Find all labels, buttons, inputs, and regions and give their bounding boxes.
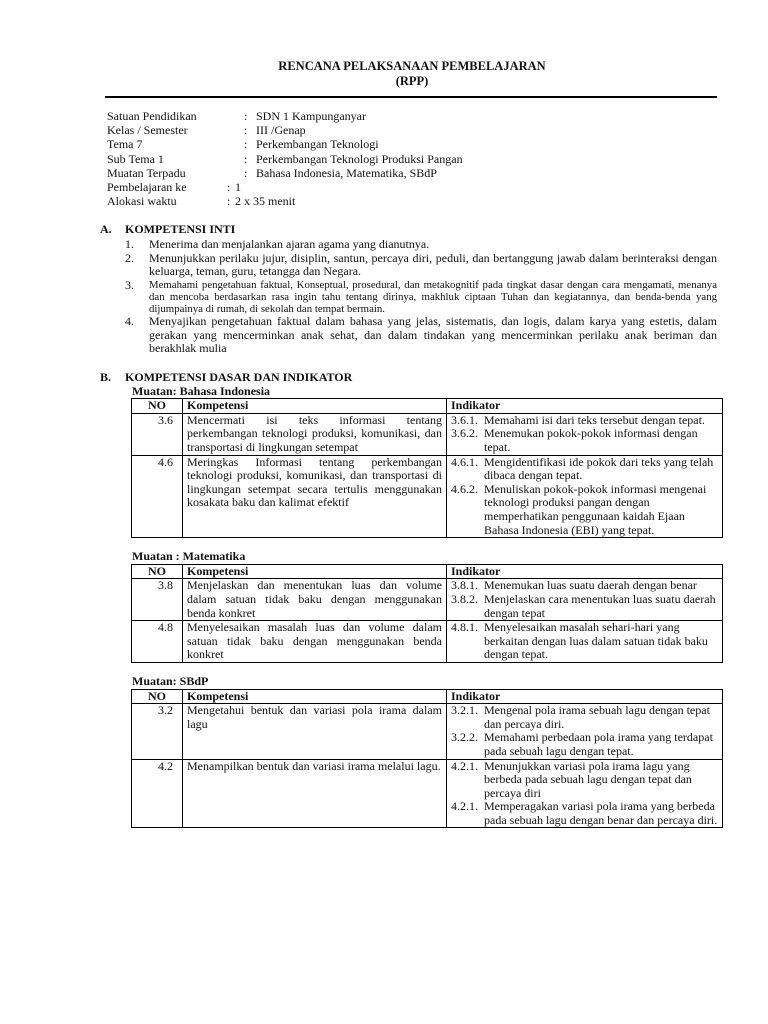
kd-table [131,564,723,663]
indikator-item [451,760,718,801]
info-label: Muatan Terpadu [107,165,186,180]
ki-number: 4. [125,314,134,329]
kd-indikator [447,704,723,759]
kd-table [131,689,723,829]
muatan-title: Muatan: Bahasa Indonesia [132,383,271,398]
indikator-code: 3.6.2. [451,426,478,441]
ki-item [107,315,717,356]
indikator-item [451,593,718,620]
header-kompetensi: Kompetensi [183,689,447,704]
info-colon: : [244,151,248,166]
info-value: III /Genap [256,123,306,138]
section-a-heading: A. KOMPETENSI INTI [100,222,236,237]
info-colon: : [244,165,248,180]
info-value: 1 [235,179,241,194]
kd-number: 4.6 [132,455,183,538]
ki-number: 3. [125,277,134,292]
info-row [107,138,717,152]
info-value: Bahasa Indonesia, Matematika, SBdP [256,165,437,180]
header-indikator: Indikator [447,399,723,414]
indikator-text: Menjelaskan cara menentukan luas suatu daerah dengan tepat [484,591,716,620]
info-value: SDN 1 Kampunganyar [256,109,366,123]
kd-indikator [447,455,723,538]
info-label: Alokasi waktu [107,194,177,209]
document-title [107,59,717,89]
indikator-text: Memahami perbedaan pola irama yang terdapat pada sebuah lagu dengan tepat. [484,730,713,758]
header-no: NO [132,689,183,704]
kompetensi-inti-list [107,238,717,356]
indikator-code: 3.2.2. [451,730,478,745]
info-label: Pembelajaran ke [107,179,187,194]
indikator-code: 3.8.1. [451,578,478,593]
ki-item [107,279,717,316]
kd-kompetensi: Menjelaskan dan menentukan luas dan volume dalam satuan tidak baku dengan menggunakan benda konkret [183,579,447,621]
kd-indikator [447,413,723,455]
info-row [107,124,717,138]
indikator-text: Mengidentifikasi ide pokok dari teks yang telah dibaca dengan tepat. [484,454,714,483]
indikator-code: 3.8.2. [451,591,478,606]
title-line-2: (RPP) [395,74,429,88]
indikator-item [451,704,718,731]
ki-text: Menyajikan pengetahuan faktual dalam bahasa yang jelas, sistematis, dan logis, dalam karya yang estetis, dalam gerakan yang mencerminkan anak sehat, dan dalam tindakan yang mencerminkan perilaku anak beriman dan berakhlak mulia [149,314,717,356]
indikator-text: Menemukan luas suatu daerah dengan benar [484,578,697,593]
indikator-code: 4.8.1. [451,620,478,635]
header-indikator: Indikator [447,564,723,579]
indikator-text: Menyelesaikan masalah sehari-hari yang berkaitan dengan luas dalam satuan tidak baku dengan tepat. [484,620,708,662]
info-colon: : [244,109,248,123]
info-row: Pembelajaran ke : 1 [107,181,717,195]
indikator-item [451,414,718,428]
indikator-text: Menemukan pokok-pokok informasi dengan tepat. [484,426,698,455]
info-label: Satuan Pendidikan [107,109,197,123]
indikator-text: Memahami isi dari teks tersebut dengan tepat. [484,412,705,427]
indikator-item [451,483,718,537]
kd-kompetensi: Menampilkan bentuk dan variasi irama melalui lagu. [183,759,447,828]
info-colon: : [244,137,248,152]
section-b-heading: B. KOMPETENSI DASAR DAN INDIKATOR [100,370,353,385]
info-label: Sub Tema 1 [107,151,164,166]
ki-item [107,252,717,279]
indikator-code: 4.2.1. [451,799,478,814]
kd-indikator [447,621,723,663]
info-row [107,153,717,167]
muatan-title: Muatan: SBdP [132,673,209,688]
indikator-item [451,427,718,454]
header-no: NO [132,564,183,579]
header-no: NO [132,399,183,414]
info-row: Alokasi waktu : 2 x 35 menit [107,195,717,209]
info-value: 2 x 35 menit [235,194,296,209]
kd-indikator [447,579,723,621]
kd-kompetensi: Mencermati isi teks informasi tentang perkembangan teknologi produksi, komunikasi, dan transportasi di lingkungan setempat [183,413,447,455]
indikator-text: Menunjukkan variasi pola irama lagu yang berbeda pada sebuah lagu dengan tepat dan percaya diri [484,758,692,800]
table-header-row [132,564,723,579]
info-colon: : [244,123,248,138]
table-row [132,579,723,621]
ki-item [107,238,717,252]
info-label: Tema 7 [107,137,143,152]
kd-kompetensi: Menyelesaikan masalah luas dan volume dalam satuan tidak baku dengan menggunakan benda konkret [183,621,447,663]
indikator-item [451,456,718,483]
indikator-text: Menuliskan pokok-pokok informasi mengenai teknologi produksi pangan dengan memperhatikan penggunaan kaidah Ejaan Bahasa Indonesia (EBI) yang tepat. [484,481,707,537]
header-indikator: Indikator [447,689,723,704]
header-kompetensi: Kompetensi [183,399,447,414]
table-row [132,413,723,455]
muatan-title: Muatan : Matematika [132,549,246,564]
info-row [107,167,717,181]
table-row [132,759,723,828]
indikator-item [451,800,718,827]
ki-number: 1. [125,236,134,251]
ki-text: Menunjukkan perilaku jujur, disiplin, santun, percaya diri, peduli, dan bertanggung jawab dalam berinteraksi dengan keluarga, teman, guru, tetangga dan Negara. [149,250,717,279]
kd-number: 3.6 [132,413,183,455]
kd-groups [107,385,717,829]
indikator-code: 3.6.1. [451,412,478,427]
info-value: Perkembangan Teknologi Produksi Pangan [256,151,463,166]
indikator-item [451,621,718,662]
title-line-1: RENCANA PELAKSANAAN PEMBELAJARAN [278,59,546,73]
indikator-item [451,731,718,758]
identity-block [107,110,717,209]
indikator-text: Mengenal pola irama sebuah lagu dengan tepat dan percaya diri. [484,703,710,731]
kd-kompetensi: Meringkas Informasi tentang perkembangan teknologi produksi, komunikasi, dan transportasi di lingkungan setempat secara tertulis menggunakan kosakata baku dan kalimat efektif [183,455,447,538]
kd-number: 3.2 [132,704,183,759]
kd-kompetensi: Mengetahui bentuk dan variasi pola irama dalam lagu [183,704,447,759]
info-value: Perkembangan Teknologi [256,137,379,152]
rpp-document [100,59,718,828]
info-label: Kelas / Semester [107,123,188,138]
kd-number: 3.8 [132,579,183,621]
kd-table [131,398,723,538]
kd-number: 4.2 [132,759,183,828]
table-row [132,704,723,759]
indikator-code: 3.2.1. [451,703,478,718]
indikator-text: Memperagakan variasi pola irama yang berbeda pada sebuah lagu dengan benar dan percaya diri. [484,799,718,827]
kd-indikator [447,759,723,828]
title-divider [105,96,717,98]
table-row [132,455,723,538]
ki-number: 2. [125,250,134,265]
table-header-row [132,399,723,414]
kd-number: 4.8 [132,621,183,663]
ki-text: Memahami pengetahuan faktual, Konseptual, prosedural, dan metakognitif pada tingkat dasar dengan cara mengamati, menanya dan mencoba berdasarkan rasa ingin tahu tentang dirinya, makhluk ciptaan Tuhan dan kegiatannya, dan benda-benda yang dijumpainya di rumah, di sekolah dan tempat bermain. [149,278,717,316]
table-row [132,621,723,663]
indikator-code: 4.6.2. [451,481,478,496]
info-row [107,110,717,124]
indikator-item [451,579,718,593]
indikator-code: 4.2.1. [451,758,478,773]
header-kompetensi: Kompetensi [183,564,447,579]
table-header-row [132,689,723,704]
ki-text: Menerima dan menjalankan ajaran agama yang dianutnya. [149,236,430,251]
indikator-code: 4.6.1. [451,454,478,469]
